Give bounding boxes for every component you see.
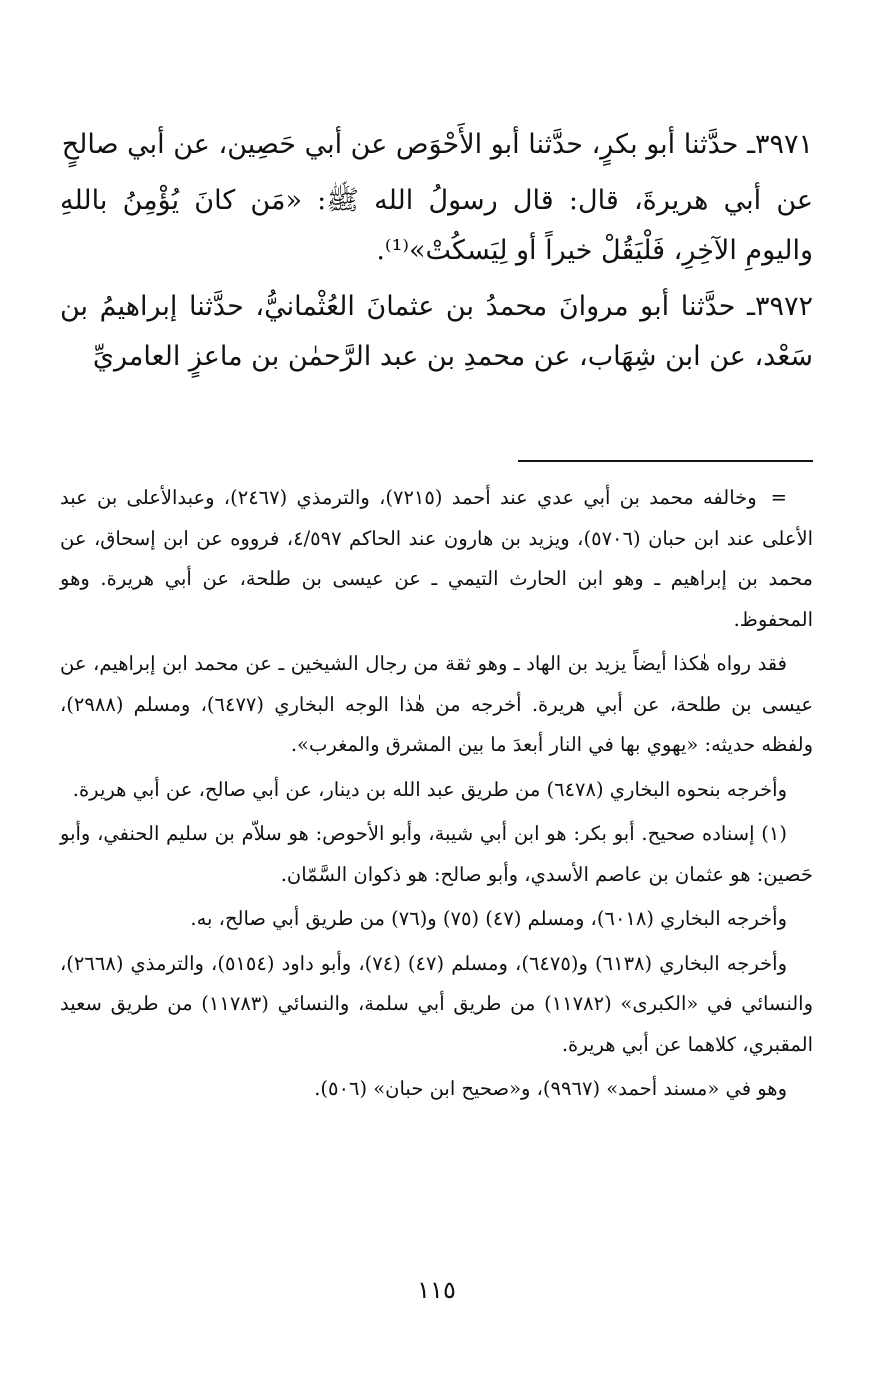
continuation-mark: = bbox=[770, 486, 787, 509]
footnotes-block bbox=[60, 478, 813, 1114]
page-number: ١١٥ bbox=[417, 1276, 456, 1304]
footnote-paragraph: فقد رواه هٰكذا أيضاً يزيد بن الهاد ـ وهو ثقة من رجال الشيخين ـ عن محمد ابن إبراهيم، عن عيسى بن طلحة، عن أبي هريرة. أخرجه من هٰذا الوجه البخاري (٦٤٧٧)، ومسلم (٢٩٨٨)، ولفظه حديثه: «يهوي بها في النار أبعدَ ما بين المشرق والمغرب». bbox=[60, 652, 813, 756]
footnote-text: وخالفه محمد بن أبي عدي عند أحمد (٧٢١٥)، والترمذي (٢٤٦٧)، وعبدالأعلى بن عبد الأعلى عند ابن حبان (٥٧٠٦)، ويزيد بن هارون عند الحاكم ٤/٥٩٧، فرووه عن ابن إسحاق، عن محمد بن إبراهيم ـ وهو ابن الحارث التيمي ـ عن عيسى بن طلحة، عن أبي هريرة. وهو المحفوظ. bbox=[60, 486, 813, 631]
hadith-3971-isnad: ٣٩٧١ـ حدَّثنا أبو بكرٍ، حدَّثنا أبو الأَحْوَص عن أبي حَصِين، عن أبي صالحٍ bbox=[61, 129, 813, 160]
footnote-divider bbox=[518, 460, 813, 462]
footnote-paragraph: وأخرجه بنحوه البخاري (٦٤٧٨) من طريق عبد الله بن دينار، عن أبي صالح، عن أبي هريرة. bbox=[72, 777, 787, 801]
footnote-1: (١) إسناده صحيح. أبو بكر: هو ابن أبي شيبة، وأبو الأحوص: هو سلاّم بن سليم الحنفي، وأبو حَصين: هو عثمان بن عاصم الأسدي، وأبو صالح: هو ذكوان السَّمّان. bbox=[60, 822, 813, 886]
main-text-block bbox=[60, 120, 813, 388]
hadith-3971-matn: عن أبي هريرةَ، قال: قال رسولُ الله ﷺ: «مَن كانَ يُؤْمِنُ باللهِ واليومِ الآخِرِ، فَلْيَقُلْ خيراً أو لِيَسكُتْ»⁽¹⁾. bbox=[60, 185, 813, 266]
book-page bbox=[60, 0, 813, 1383]
hadith-3972-isnad: ٣٩٧٢ـ حدَّثنا أبو مروانَ محمدُ بن عثمانَ العُثْمانيُّ، حدَّثنا إبراهيمُ بن سَعْد، عن ابن شِهَاب، عن محمدِ بن عبد الرَّحمٰن بن ماعزٍ العامريِّ bbox=[60, 291, 813, 372]
footnote-paragraph: وأخرجه البخاري (٦٠١٨)، ومسلم (٤٧) (٧٥) و(٧٦) من طريق أبي صالح، به. bbox=[190, 907, 787, 930]
footnote-paragraph bbox=[60, 478, 813, 640]
footnote-paragraph: وهو في «مسند أحمد» (٩٩٦٧)، و«صحيح ابن حبان» (٥٠٦). bbox=[314, 1077, 787, 1100]
footnote-paragraph: وأخرجه البخاري (٦١٣٨) و(٦٤٧٥)، ومسلم (٤٧) (٧٤)، وأبو داود (٥١٥٤)، والترمذي (٢٦٦٨)، والنسائي في «الكبرى» (١١٧٨٢) من طريق أبي سلمة، والنسائي (١١٧٨٣) من طريق سعيد المقبري، كلاهما عن أبي هريرة. bbox=[60, 951, 813, 1056]
